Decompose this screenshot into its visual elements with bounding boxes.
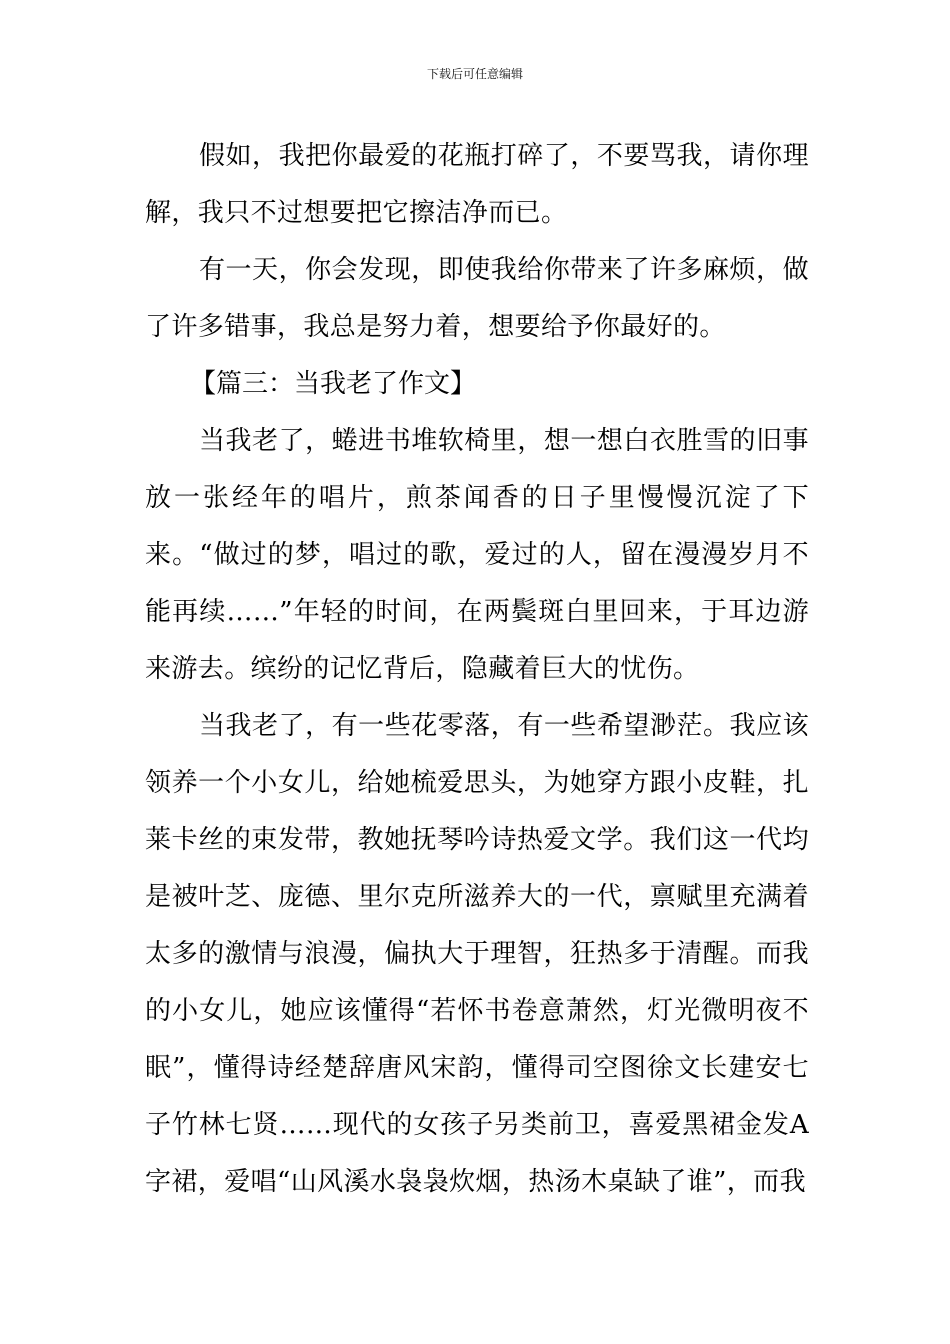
document-body bbox=[145, 128, 809, 1211]
paragraph-when-old-2: 当我老了，有一些花零落，有一些希望渺茫。我应该领养一个小女儿，给她梳爱思头，为她穿方跟小皮鞋，扎莱卡丝的束发带，教她抚琴吟诗热爱文学。我们这一代均是被叶芝、庞德、里尔克所滋养大的一代，禀赋里充满着太多的激情与浪漫，偏执大于理智，狂热多于清醒。而我的小女儿，她应该懂得“若怀书卷意萧然，灯光微明夜不眠”，懂得诗经楚辞唐风宋韵，懂得司空图徐文长建安七子竹林七贤……现代的女孩子另类前卫，喜爱黑裙金发A字裙，爱唱“山风溪水袅袅炊烟，热汤木桌缺了谁”，而我 bbox=[145, 711, 809, 1197]
paragraph-one-day: 有一天，你会发现，即使我给你带来了许多麻烦，做了许多错事，我总是努力着，想要给予你最好的。 bbox=[145, 255, 809, 342]
paragraph-vase: 假如，我把你最爱的花瓶打碎了，不要骂我，请你理解，我只不过想要把它擦洁净而已。 bbox=[145, 141, 809, 228]
section-heading: 【篇三：当我老了作文】 bbox=[190, 369, 477, 399]
page-header-note: 下载后可任意编辑 bbox=[426, 67, 523, 81]
paragraph-when-old-1: 当我老了，蜷进书堆软椅里，想一想白衣胜雪的旧事放一张经年的唱片，煎茶闻香的日子里慢慢沉淀了下来。“做过的梦，唱过的歌，爱过的人，留在漫漫岁月不能再续……”年轻的时间，在两鬓斑白里回来，于耳边游来游去。缤纷的记忆背后，隐藏着巨大的忧伤。 bbox=[145, 426, 809, 684]
